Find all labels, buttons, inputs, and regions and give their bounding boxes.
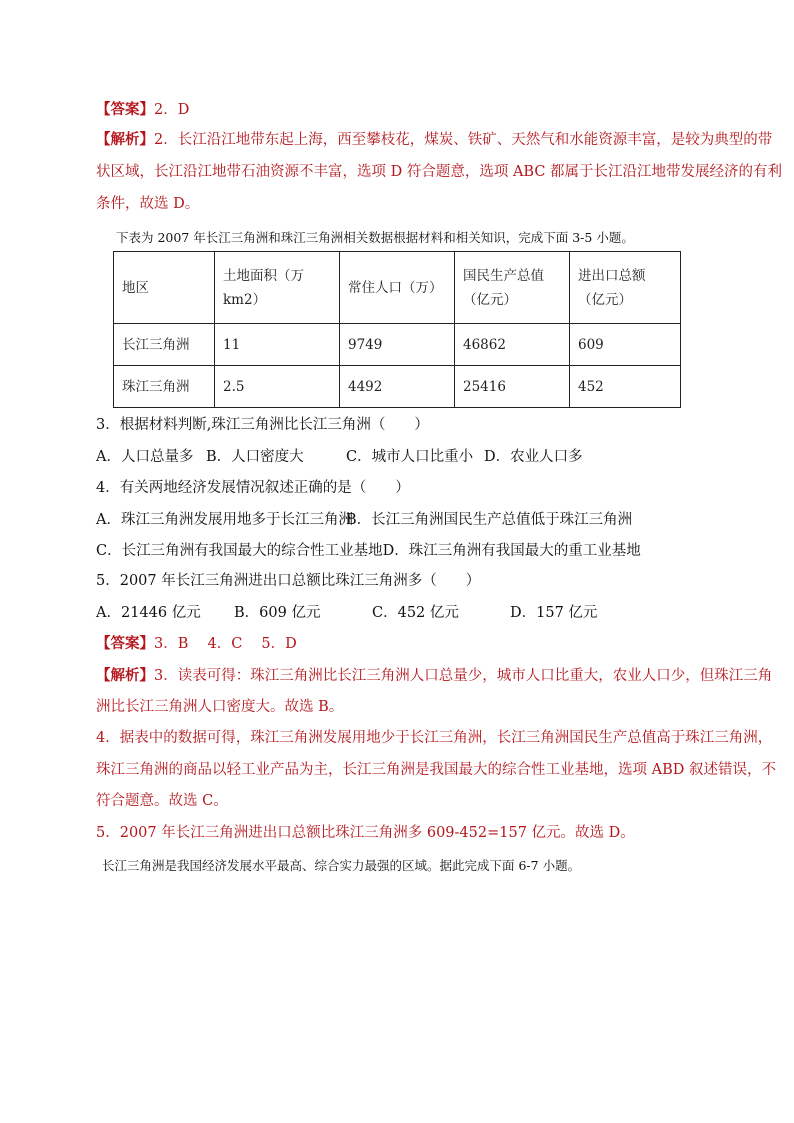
options-q3 — [96, 447, 583, 467]
table-header-cell: 常住人口（万） — [340, 252, 455, 324]
table-header-row — [114, 252, 681, 324]
option-a: A．人口总量多 — [96, 449, 194, 465]
table-cell: 长江三角洲 — [114, 324, 215, 366]
option-a: A．珠江三角洲发展用地多于长江三角洲 — [96, 512, 353, 528]
option-c: C．长江三角洲有我国最大的综合性工业基地 — [96, 543, 383, 559]
question-stem-q4: 4．有关两地经济发展情况叙述正确的是（ ） — [96, 480, 410, 496]
table-cell: 25416 — [455, 366, 570, 408]
answer-tag: 【答案】 — [96, 101, 154, 118]
analysis-line — [96, 666, 772, 686]
table-header-cell: 进出口总额（亿元） — [570, 252, 681, 324]
analysis-line: 珠江三角洲的商品以轻工业产品为主，长江三角洲是我国最大的综合性工业基地，选项 ABD 叙述错误，不 — [96, 762, 776, 778]
question-stem-q3: 3．根据材料判断,珠江三角洲比长江三角洲（ ） — [96, 417, 429, 433]
analysis-line: 符合题意。故选 C。 — [96, 793, 228, 809]
option-d: D．农业人口多 — [484, 449, 583, 465]
analysis-text: 2．长江沿江地带东起上海，西至攀枝花，煤炭、铁矿、天然气和水能资源丰富，是较为典型的带 — [154, 132, 773, 148]
option-b: B．人口密度大 — [206, 449, 304, 465]
table-cell: 2.5 — [215, 366, 340, 408]
table-cell: 9749 — [340, 324, 455, 366]
table-cell: 609 — [570, 324, 681, 366]
analysis-line — [96, 130, 772, 150]
table-cell: 珠江三角洲 — [114, 366, 215, 408]
analysis-line: 条件，故选 D。 — [96, 196, 200, 212]
table-header-cell: 地区 — [114, 252, 215, 324]
question-stem-q5: 5．2007 年长江三角洲进出口总额比珠江三角洲多（ ） — [96, 573, 481, 589]
answer-text: 3．B 4．C 5．D — [154, 636, 297, 652]
passage-intro: 下表为 2007 年长江三角洲和珠江三角洲相关数据根据材料和相关知识，完成下面 3-5 小题。 — [116, 230, 634, 245]
data-table — [113, 251, 681, 408]
answer-line-q2 — [96, 100, 189, 120]
analysis-line: 洲比长江三角洲人口密度大。故选 B。 — [96, 699, 344, 715]
table-cell: 46862 — [455, 324, 570, 366]
table-cell: 11 — [215, 324, 340, 366]
analysis-tag: 【解析】 — [96, 667, 154, 684]
option-a: A．21446 亿元 — [96, 605, 201, 621]
analysis-tag: 【解析】 — [96, 131, 154, 148]
option-c: C．452 亿元 — [372, 605, 459, 621]
answer-tag: 【答案】 — [96, 635, 154, 652]
answer-text: 2．D — [154, 102, 190, 118]
table-row — [114, 324, 681, 366]
option-c: C．城市人口比重小 — [346, 449, 474, 465]
option-d: D．珠江三角洲有我国最大的重工业基地 — [382, 543, 641, 559]
analysis-line: 5．2007 年长江三角洲进出口总额比珠江三角洲多 609-452=157 亿元。故选 D。 — [96, 825, 635, 841]
option-d: D．157 亿元 — [510, 605, 598, 621]
table-header-cell: 国民生产总值（亿元） — [455, 252, 570, 324]
table-row — [114, 366, 681, 408]
table-header-cell: 土地面积（万 km2） — [215, 252, 340, 324]
passage-intro: 长江三角洲是我国经济发展水平最高、综合实力最强的区域。据此完成下面 6-7 小题。 — [102, 858, 581, 873]
answer-line-q3-5 — [96, 634, 297, 654]
analysis-text: 3．读表可得：珠江三角洲比长江三角洲人口总量少，城市人口比重大，农业人口少，但珠江三角 — [154, 668, 773, 684]
option-b: B．609 亿元 — [234, 605, 321, 621]
options-q4-cd — [96, 541, 641, 561]
analysis-line: 4．据表中的数据可得，珠江三角洲发展用地少于长江三角洲，长江三角洲国民生产总值高于珠江三角洲， — [96, 730, 773, 746]
table-cell: 4492 — [340, 366, 455, 408]
analysis-line: 状区域，长江沿江地带石油资源不丰富，选项 D 符合题意，选项 ABC 都属于长江沿江地带发展经济的有利 — [96, 164, 783, 180]
options-q5 — [96, 603, 597, 623]
table-cell: 452 — [570, 366, 681, 408]
options-q4-ab — [96, 510, 632, 530]
option-b: B．长江三角洲国民生产总值低于珠江三角洲 — [346, 512, 633, 528]
